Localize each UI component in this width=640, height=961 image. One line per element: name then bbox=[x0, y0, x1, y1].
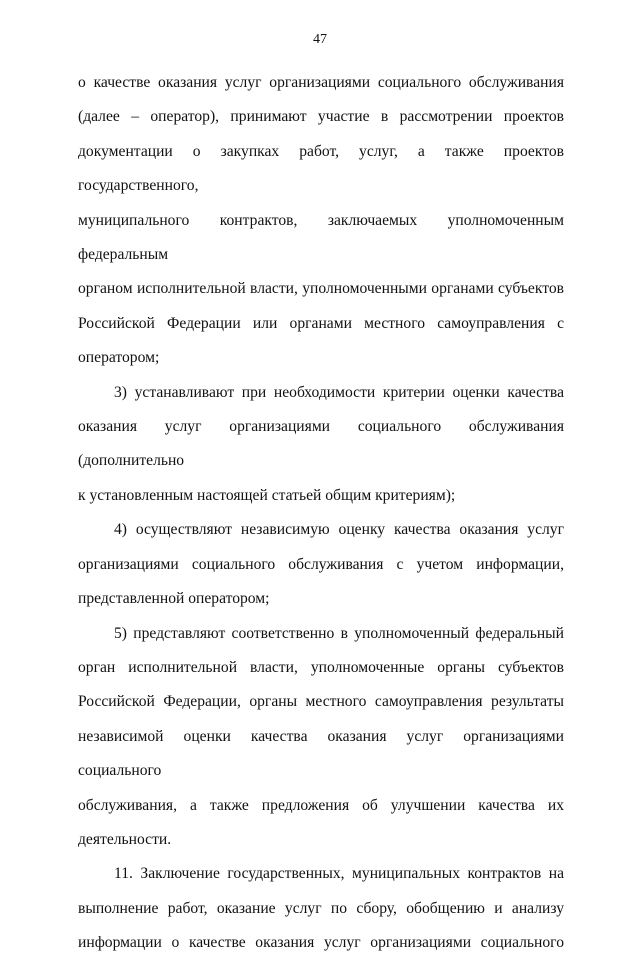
paragraph-line: обслуживания, а также предложения об улучшении качества их bbox=[78, 796, 564, 814]
paragraph-line: информации о качестве оказания услуг организациями социального bbox=[78, 934, 564, 952]
body-text bbox=[78, 66, 564, 961]
paragraph-line: 3) устанавливают при необходимости критерии оценки качества bbox=[114, 383, 564, 401]
paragraph-line: (далее – оператор), принимают участие в рассмотрении проектов bbox=[78, 108, 564, 126]
paragraph-line: орган исполнительной власти, уполномоченные органы субъектов bbox=[78, 658, 564, 676]
paragraph-line: представленной оператором; bbox=[78, 590, 270, 608]
paragraph-line: организациями социального обслуживания с учетом информации, bbox=[78, 555, 564, 573]
paragraph-line: независимой оценки качества оказания услуг организациями социального bbox=[78, 727, 564, 780]
paragraph-line: Российской Федерации или органами местного самоуправления с bbox=[78, 314, 564, 332]
paragraph-line: муниципального контрактов, заключаемых уполномоченным федеральным bbox=[78, 211, 564, 264]
page-number: 47 bbox=[313, 32, 327, 47]
paragraph-line: 4) осуществляют независимую оценку качества оказания услуг bbox=[114, 521, 564, 539]
paragraph-line: 5) представляют соответственно в уполномоченный федеральный bbox=[114, 624, 564, 642]
paragraph-line: Российской Федерации, органы местного самоуправления результаты bbox=[78, 693, 564, 711]
paragraph-line: органом исполнительной власти, уполномоченными органами субъектов bbox=[78, 280, 564, 298]
paragraph-line: о качестве оказания услуг организациями социального обслуживания bbox=[78, 74, 564, 91]
paragraph-line: выполнение работ, оказание услуг по сбору, обобщению и анализу bbox=[78, 899, 564, 917]
paragraph-line: оказания услуг организациями социального обслуживания (дополнительно bbox=[78, 418, 564, 470]
paragraph-line: деятельности. bbox=[78, 830, 172, 848]
paragraph-line: документации о закупках работ, услуг, а также проектов государственного, bbox=[78, 142, 564, 195]
paragraph-line: оператором; bbox=[78, 349, 160, 367]
paragraph-line: 11. Заключение государственных, муниципальных контрактов на bbox=[114, 865, 564, 883]
paragraph-line: к установленным настоящей статьей общим критериям); bbox=[78, 486, 456, 504]
